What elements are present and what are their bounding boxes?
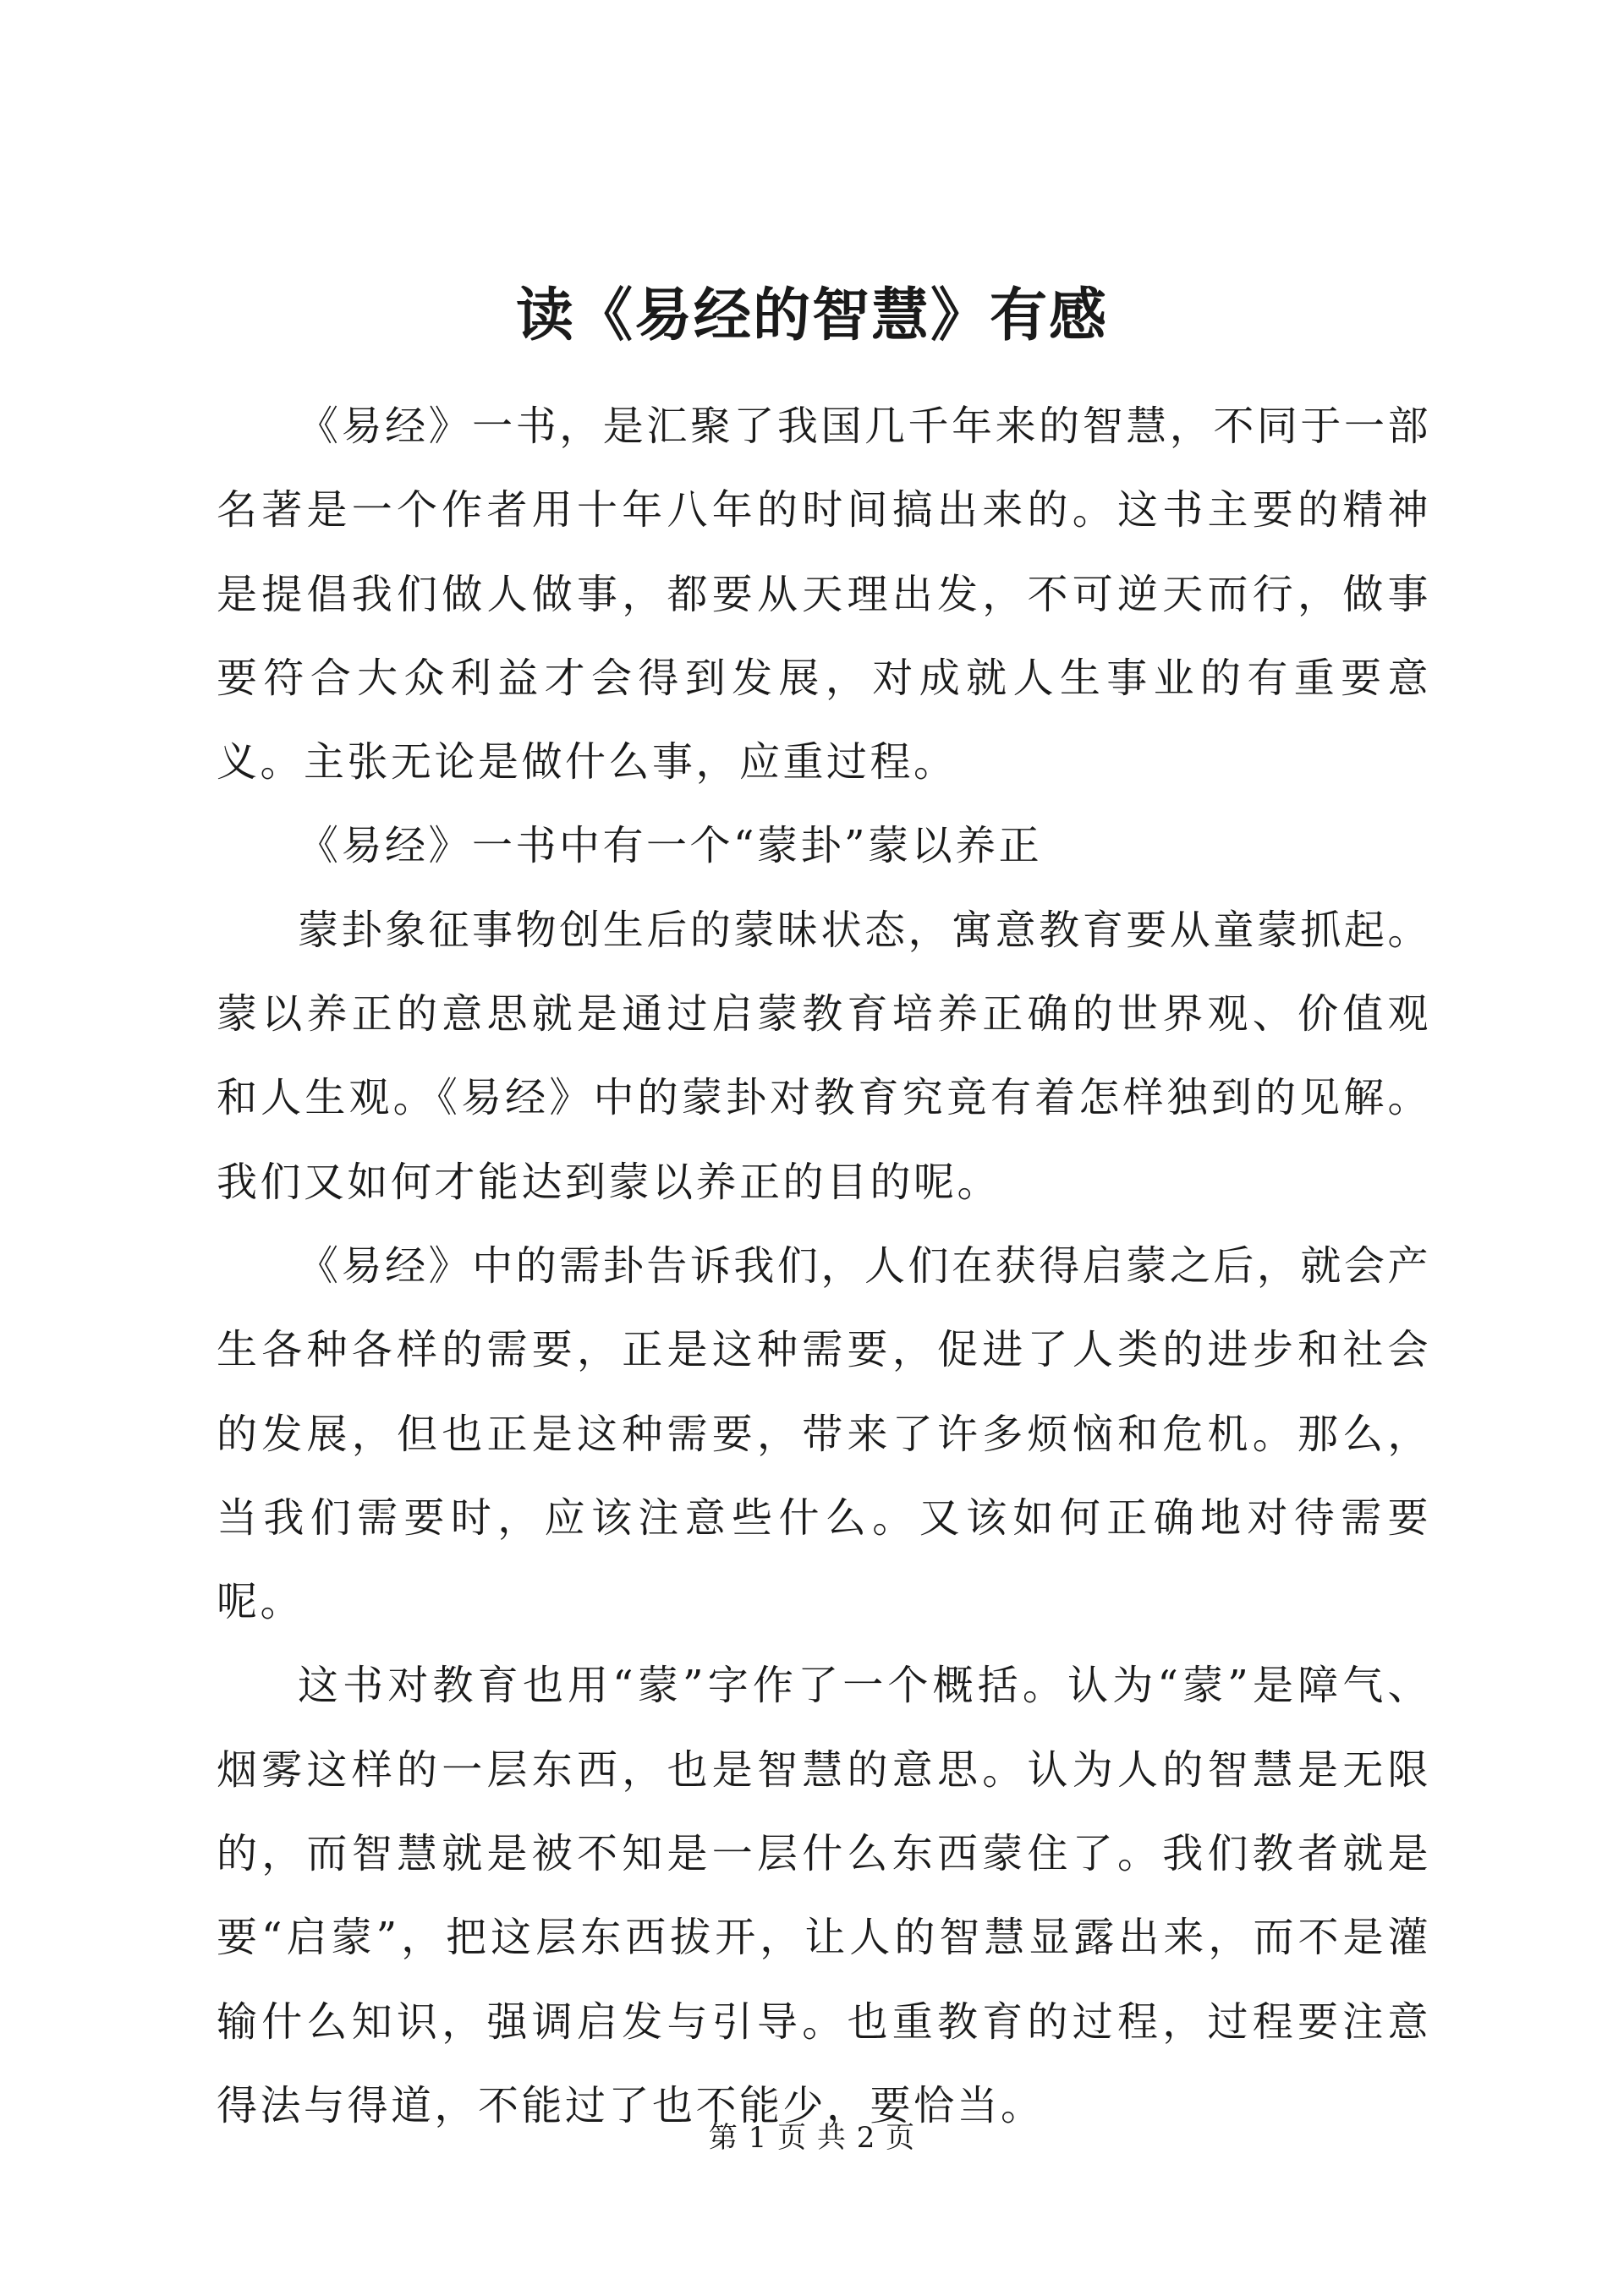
paragraph-1: 《易经》一书，是汇聚了我国几千年来的智慧，不同于一部名著是一个作者用十年八年的时间搞出来的。这书主要的精神是提倡我们做人做事，都要从天理出发，不可逆天而行，做事要符合大众利益才会得到发展，对成就人生事业的有重要意义。主张无论是做什么事，应重过程。: [217, 403, 1431, 786]
page-number-footer: 第 1 页 共 2 页: [708, 2121, 916, 2155]
paragraph-3: 蒙卦象征事物创生后的蒙昧状态，寓意教育要从童蒙抓起。蒙以养正的意思就是通过启蒙教育培养正确的世界观、价值观和人生观。《易经》中的蒙卦对教育究竟有着怎样独到的见解。我们又如何才能达到蒙以养正的目的呢。: [217, 906, 1431, 1206]
paragraph-2: 《易经》一书中有一个“蒙卦”蒙以养正: [298, 822, 1043, 870]
paragraph-5: 这书对教育也用“蒙”字作了一个概括。认为“蒙”是障气、烟雾这样的一层东西，也是智慧的意思。认为人的智慧是无限的，而智慧就是被不知是一层什么东西蒙住了。我们教者就是要“启蒙”，把这层东西拔开，让人的智慧显露出来，而不是灌输什么知识，强调启发与引导。也重教育的过程，过程要注意得法与得道，不能过了也不能少，要恰当。: [217, 1662, 1431, 2129]
document-title: 读《易经的智慧》有感: [515, 282, 1108, 349]
document-body: [217, 385, 1431, 2148]
paragraph-4: 《易经》中的需卦告诉我们，人们在获得启蒙之后，就会产生各种各样的需要，正是这种需要，促进了人类的进步和社会的发展，但也正是这种需要，带来了许多烦恼和危机。那么，当我们需要时，应该注意些什么。又该如何正确地对待需要呢。: [217, 1241, 1431, 1626]
